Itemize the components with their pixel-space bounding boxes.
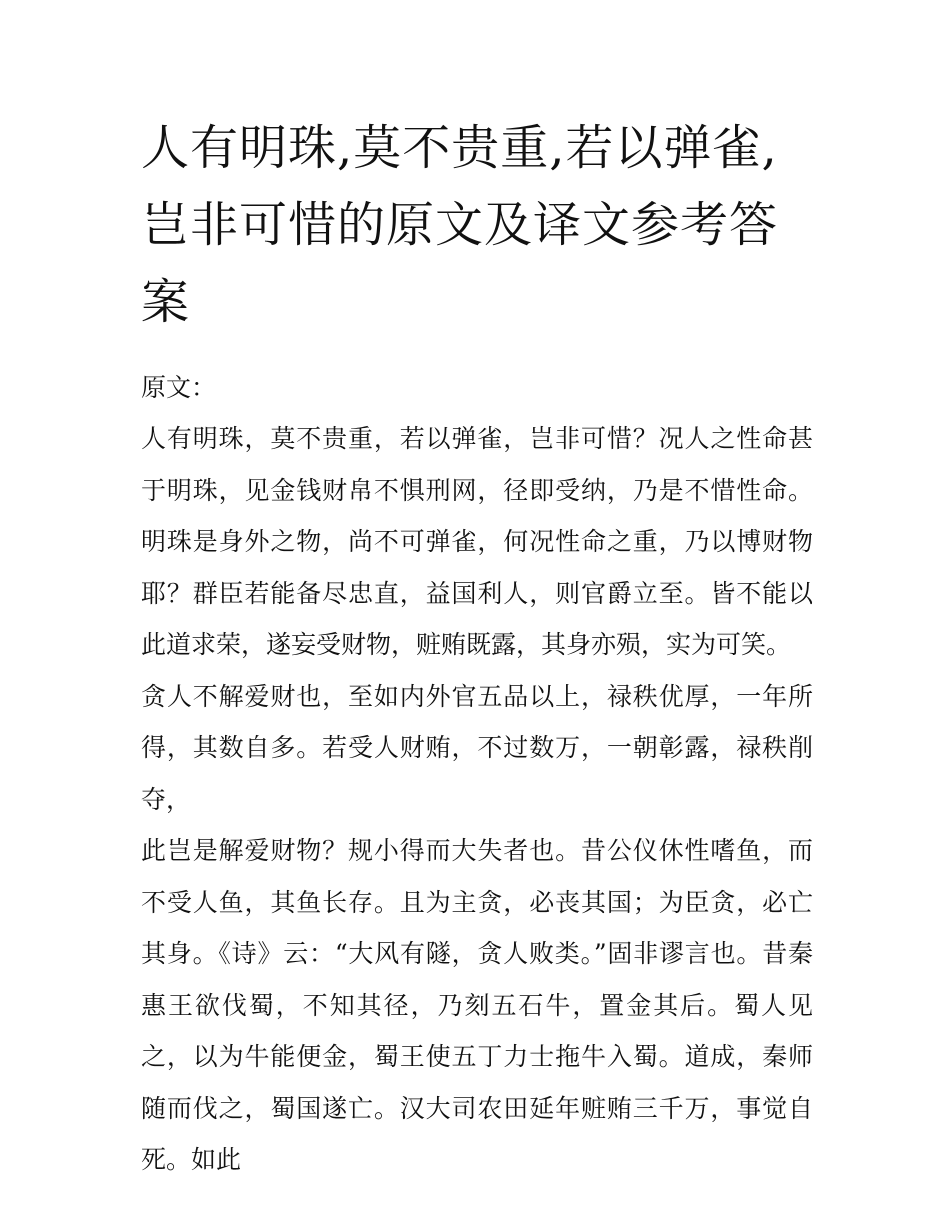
paragraph-1: 人有明珠，莫不贵重，若以弹雀，岂非可惜？况人之性命甚于明珠，见金钱财帛不惧刑网，径即受纳，乃是不惜性命。明珠是身外之物，尚不可弹雀，何况性命之重，乃以博财物耶？群臣若能备尽忠直，益国利人，则官爵立至。皆不能以此道求荣，遂妄受财物，赃贿既露，其身亦殒，实为可笑。 [141,424,813,659]
section-label: 原文： [141,373,217,402]
paragraph-2: 贪人不解爱财也，至如内外官五品以上，禄秩优厚，一年所得，其数自多。若受人财贿，不过数万，一朝彰露，禄秩削夺， [141,681,813,814]
document-page [141,110,813,1186]
paragraph-3: 此岂是解爱财物？规小得而大失者也。昔公仪休性嗜鱼，而不受人鱼，其鱼长存。且为主贪，必丧其国；为臣贪，必亡其身。《诗》云：“大风有隧，贪人败类。”固非谬言也。昔秦惠王欲伐蜀，不知其径，乃刻五石牛，置金其后。蜀人见之，以为牛能便金，蜀王使五丁力士拖牛入蜀。道成，秦师随而伐之，蜀国遂亡。汉大司农田延年赃贿三千万，事觉自死。如此 [141,836,813,1174]
document-title: 人有明珠,莫不贵重,若以弹雀,岂非可惜的原文及译文参考答案 [141,120,779,330]
